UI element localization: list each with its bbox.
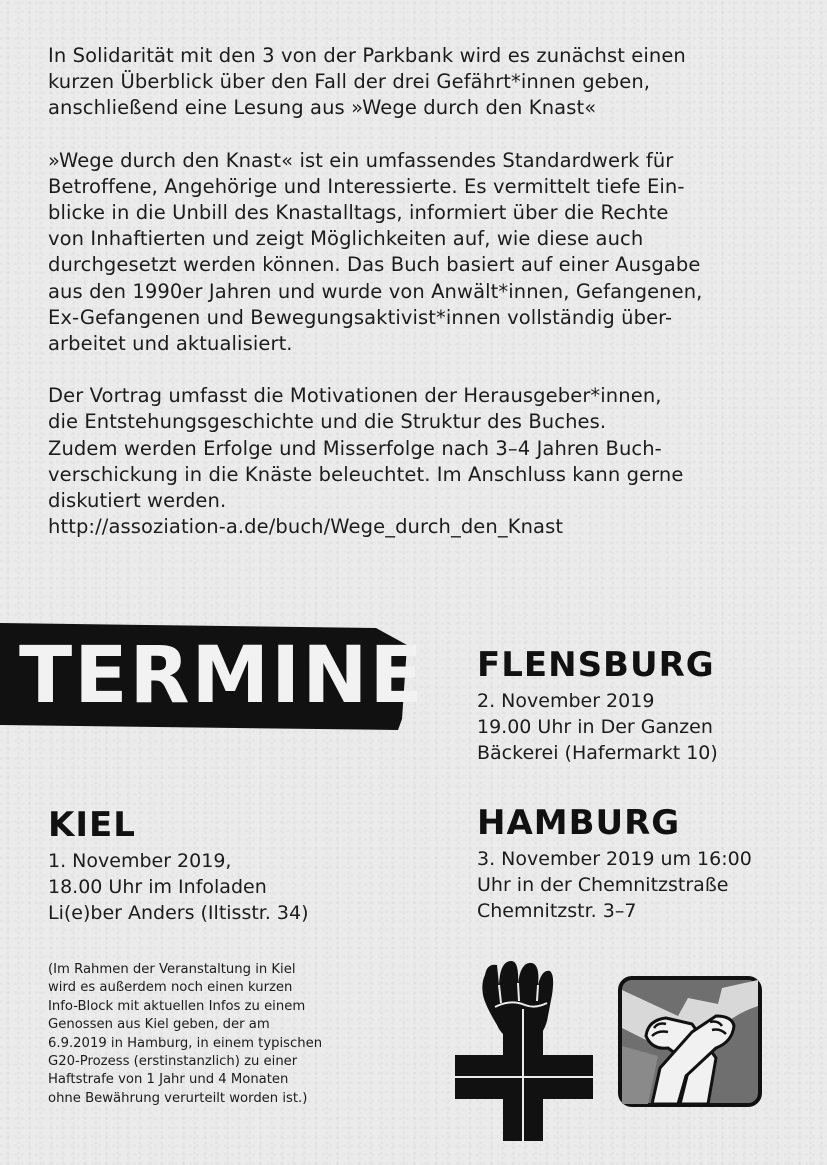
termine-heading: TERMINE [19, 631, 425, 721]
intro-paragraph-1: In Solidarität mit den 3 von der Parkbank wird es zunächst einen kurzen Überblick über den Fall der drei Gefährt*innen geben, anschließend eine Lesung aus »Wege durch den Knast« [48, 44, 686, 120]
intro-paragraph-2: »Wege durch den Knast« ist ein umfassendes Standardwerk für Betroffene, Angehörige und Interessierte. Es vermittelt tiefe Ein- blicke in die Unbill des Knastalltags, informiert über die Rechte von Inhaftierten und zeigt Möglichkeiten auf, wie diese auch durchgesetzt werden können. Das Buch basiert auf einer Ausgabe aus den 1990er Jahren und wurde von Anwält*innen, Gefangenen, Ex-Gefangenen und Bewegungsaktivist*innen vollständig über- arbeitet und aktualisiert. [48, 148, 703, 356]
city-kiel: KIEL [48, 805, 136, 845]
intro-text [48, 43, 788, 540]
fist-cross-icon [455, 955, 593, 1141]
book-url: http://assoziation-a.de/buch/Wege_durch_den_Knast [48, 515, 564, 539]
event-details-flensburg: 2. November 2019 19.00 Uhr in Der Ganzen Bäckerei (Hafermarkt 10) [477, 690, 718, 764]
city-hamburg: HAMBURG [477, 803, 681, 843]
info-note: (Im Rahmen der Veranstaltung in Kiel wird es außerdem noch einen kurzen Info-Block mit aktuellen Infos zu einem Genossen aus Kiel geben, der am 6.9.2019 in Hamburg, in einem typischen G20-Prozess (erstinstanzlich) zu einer Haftstrafe von 1 Jahr und 4 Monaten ohne Bewährung verurteilt worden ist.) [48, 962, 323, 1106]
event-details-hamburg: 3. November 2019 um 16:00 Uhr in der Chemnitzstraße Chemnitzstr. 3–7 [477, 848, 752, 922]
intro-paragraph-3: Der Vortrag umfasst die Motivationen der Herausgeber*innen, die Entstehungsgeschichte und die Struktur des Buches. Zudem werden Erfolge und Misserfolge nach 3–4 Jahren Buch- verschickung in die Knäste beleuchtet. Im Anschluss kann gerne diskutiert werden. [48, 384, 684, 513]
event-details-kiel: 1. November 2019, 18.00 Uhr im Infoladen Li(e)ber Anders (Iltisstr. 34) [48, 850, 309, 924]
city-flensburg: FLENSBURG [477, 645, 715, 685]
crossed-arms-icon [618, 976, 762, 1107]
